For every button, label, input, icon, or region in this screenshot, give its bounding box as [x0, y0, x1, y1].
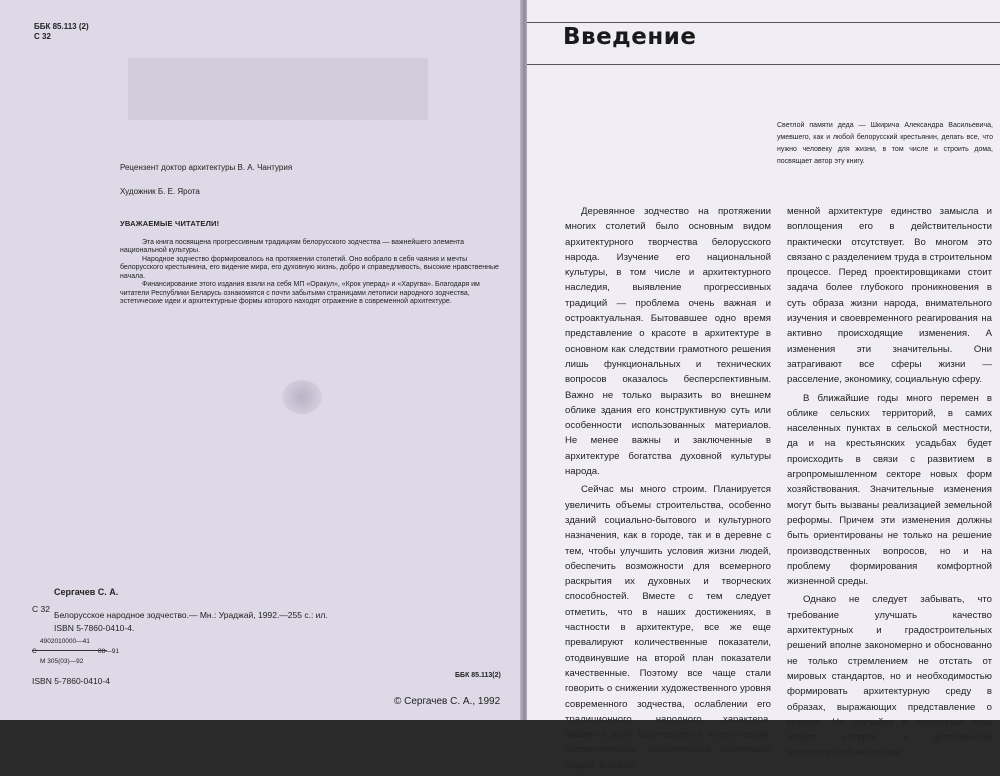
- bbk-code: ББК 85.113 (2): [34, 22, 89, 31]
- readers-paragraph: Народное зодчество формировалось на протяжении столетий. Оно вобрало в себя чаяния и мечты белорусского крестьянина, его видение мира, его духовную жизнь, добро и справедливость, высокие нравственные начала.: [120, 255, 499, 280]
- body-paragraph: менной архитектуре единство замысла и воплощения его в действительности практически отсутствует. Во многом это связано с разделением труда в строительном процессе. Перед проектировщиками стоит задача более глубокого проникновения в суть образа жизни народа, внимательного изучения и своевременного реагирования на активно происходящие изменения. А изменения эти значительны. Они затрагивают все сферы жизни — расселение, экономику, социальную сферу.: [787, 206, 992, 386]
- readers-paragraph: Финансирование этого издания взяли на себя МП «Оракул», «Крок уперад» и «Харугва». Благодаря им читатели Республики Беларусь ознакомятся с почти забытыми страницами летописи народного зодчества, эстетические идеи и архитектурные формы которого находят отражение в современной архитектуре.: [120, 281, 480, 305]
- catalog-code: 4902010000—41: [40, 638, 90, 645]
- right-page: [527, 0, 1000, 771]
- heading-rule-bottom: [527, 64, 1000, 65]
- catalog-author: Сергачев С. А.: [54, 587, 119, 597]
- copyright-line: © Сергачев С. А., 1992: [394, 696, 501, 707]
- body-paragraph: В ближайшие годы много перемен в облике сельских территорий, в самих населенных пунктах в сельской местности, да и на крестьянских усадьбах будет происходить в связи с развитием в агропромышленном секторе новых форм хозяйствования. Значительные изменения могут быть вызваны реализацией земельной реформы. Причем эти изменения должны быть ориентированы не только на решение производственных вопросов, но и на проблему формирования комфортной жизненной среды.: [787, 392, 992, 588]
- body-paragraph: Однако не следует забывать, что требование улучшать качество архитектурных и градостроительных решений вполне закономерно и обоснованно не только стремлением не отстать от мировых стандартов, но и необходимостью формировать архитектурную среду в образах, выражающих представление о красоте. Не случайно в последние годы возрос интерес к достижениям архитектурной мысли как: [787, 594, 992, 759]
- chapter-heading: Введение: [563, 24, 697, 50]
- bbk-bottom: ББК 85.113(2): [455, 672, 501, 679]
- fraction-rule: [32, 650, 107, 651]
- catalog-title: Белорусское народное зодчество.— Мн.: Ураджай, 1992.—255 с.: ил.: [54, 610, 328, 620]
- bbk-classification: [34, 22, 89, 42]
- left-page: [0, 0, 524, 720]
- readers-address: [120, 220, 500, 307]
- catalog-code: 88—91: [98, 648, 119, 655]
- text-column-1: [565, 204, 771, 776]
- bleed-through-shape: [108, 40, 438, 140]
- reviewer-line: Рецензент доктор архитектуры В. А. Чантурия: [120, 163, 293, 172]
- dedication: Светлой памяти деда — Шкирича Александра Васильевича, умевшего, как и любой белорусский крестьянин, делать все, что нужно человеку для жизни, в том числе и строить дома, посвящает автор эту книгу.: [777, 122, 993, 165]
- credits: [120, 162, 292, 210]
- readers-paragraph: Эта книга посвящена прогрессивным традициям белорусского зодчества — важнейшего элемента национальной культуры.: [120, 238, 465, 254]
- catalog-index: С 32: [32, 604, 50, 614]
- body-paragraph: Деревянное зодчество на протяжении многих столетий было основным видом архитектурного творчества белорусского народа. Изучение его национальной культуры, в том числе и архитектурного наследия, выявление прогрессивных традиций — проблема очень важная и остроактуальная. Бытовавшее одно время представление о красоте в архитектуре в основном как следствии грамотного решения лишь функциональных и технических вопросов оказалось бесперспективным. Важно не только выразить во внешнем облике здания его конструктивную суть или особенности использованных материалов. Не менее важны и заключенные в архитектуре богатства духовной культуры народа.: [565, 206, 771, 478]
- show-through-image: [108, 40, 438, 140]
- paper-stain: [282, 380, 322, 414]
- catalog-code: М 305(03)—92: [40, 658, 84, 665]
- text-column-2: [787, 204, 992, 764]
- heading-rule-top: [527, 22, 1000, 23]
- isbn-bottom: ISBN 5-7860-0410-4: [32, 676, 110, 686]
- catalog-isbn: ISBN 5-7860-0410-4.: [54, 623, 135, 633]
- bbk-index: С 32: [34, 32, 51, 41]
- catalog-code: С: [32, 648, 37, 655]
- readers-heading: УВАЖАЕМЫЕ ЧИТАТЕЛИ!: [120, 219, 220, 228]
- artist-line: Художник Б. Е. Ярота: [120, 187, 200, 196]
- body-paragraph: Сейчас мы много строим. Планируется увеличить объемы строительства, особенно зданий социально-бытового и культурного назначения, как в городе, так и в деревне с тем, чтобы улучшить условия жизни людей, обеспечить возможности для всемерного раскрытия их духовных и творческих способностей. Вместе с тем следует отметить, что в наших достижениях, в частности в архитектуре, все же еще превалируют количественные показатели, отодвинувшие на второй план показатели качественные. Поэтому все чаще стали говорить о снижении художественного уровня современного зодчества, ослаблении его традиционного, народного характера, забвении роли архитектуры в эстетическом, патриотическом, нравственном воспитании людей. В совре-: [565, 484, 771, 771]
